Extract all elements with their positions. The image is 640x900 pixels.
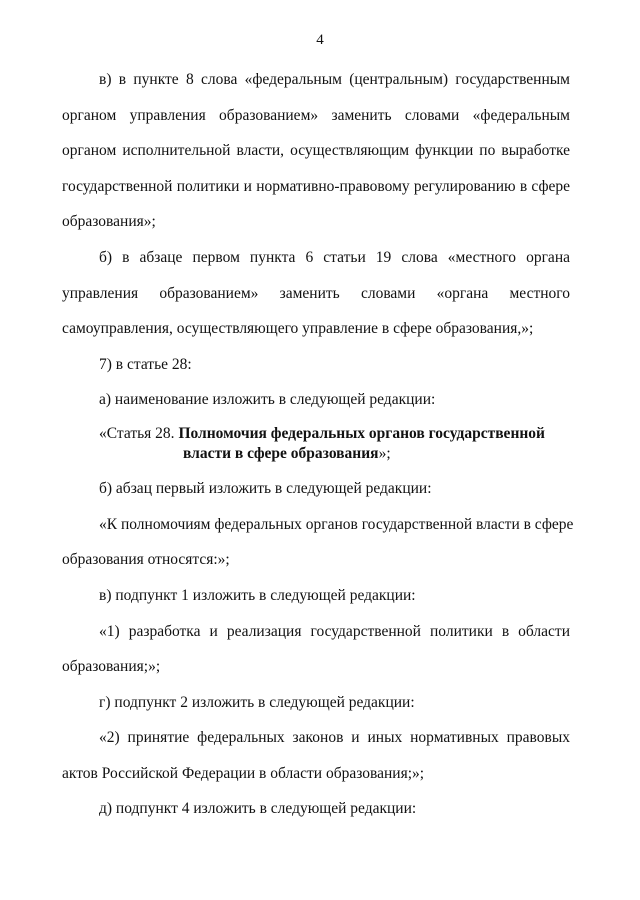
text-line: самоуправления, осуществляющего управление в сфере образования,»; [62,320,534,337]
text-line: образования»; [62,213,156,230]
text-line: в) подпункт 1 изложить в следующей редакции: [99,587,416,604]
text-line: органом управления образованием» заменить словами «федеральным [62,107,570,124]
article-heading-prefix: «Статья 28. [99,425,179,442]
article-heading-title-cont: власти в сфере образования [183,445,379,462]
text-line: д) подпункт 4 изложить в следующей редакции: [99,800,417,817]
text-line: актов Российской Федерации в области образования;»; [62,765,425,782]
text-line: 7) в статье 28: [99,356,192,373]
page-number: 4 [316,32,324,48]
article-heading-title: Полномочия федеральных органов государственной [178,425,545,442]
text-line: б) в абзаце первом пункта 6 статьи 19 слова «местного органа [99,249,570,266]
text-line: г) подпункт 2 изложить в следующей редакции: [99,694,415,711]
text-line: а) наименование изложить в следующей редакции: [99,391,436,408]
text-line: органом исполнительной власти, осуществляющим функции по выработке [62,142,570,159]
article-heading [99,424,545,444]
text-line: государственной политики и нормативно-правовому регулированию в сфере [62,178,570,195]
article-heading-continuation [183,444,391,464]
text-line: управления образованием» заменить словами «органа местного [62,285,570,302]
article-heading-suffix: »; [378,445,391,462]
text-line: «2) принятие федеральных законов и иных нормативных правовых [99,729,570,746]
text-line: образования относятся:»; [62,551,230,568]
text-line: в) в пункте 8 слова «федеральным (центральным) государственным [99,71,570,88]
text-line: образования;»; [62,658,161,675]
text-line: «1) разработка и реализация государственной политики в области [99,623,570,640]
text-line: «К полномочиям федеральных органов государственной власти в сфере [99,516,574,533]
text-line: б) абзац первый изложить в следующей редакции: [99,480,432,497]
